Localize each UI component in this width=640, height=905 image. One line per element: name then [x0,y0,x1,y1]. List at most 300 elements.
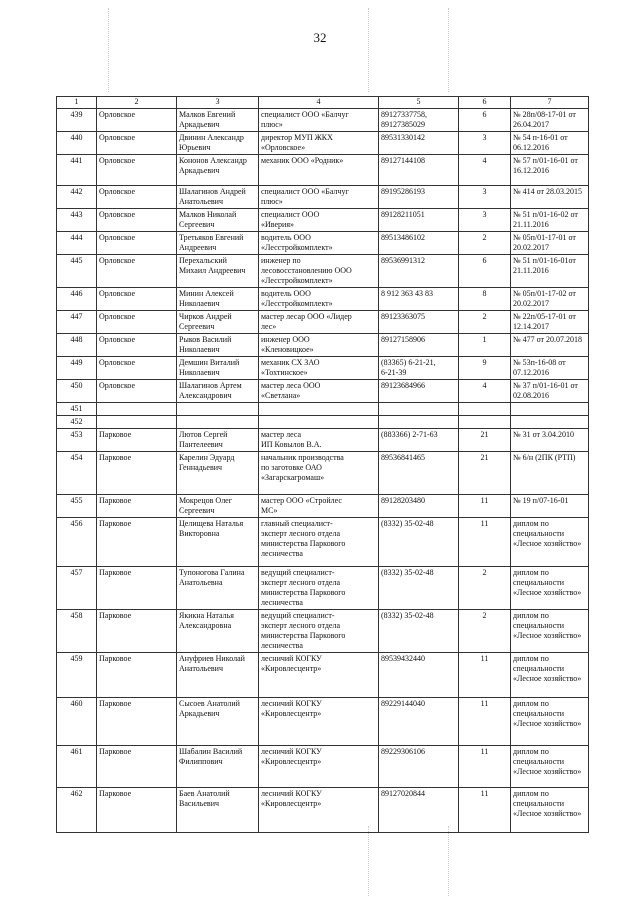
row-number-text: 441 [70,156,83,165]
document-cell [511,416,589,429]
person-name-cell [177,357,259,380]
count-cell [459,109,511,132]
position-cell [259,495,379,518]
phone-cell-text: 89127158906 [381,335,425,344]
table-row [57,452,589,495]
district-cell-text: Орловское [99,210,136,219]
row-number-text: 454 [70,453,83,462]
district-cell-text: Орловское [99,381,136,390]
scan-artifact-line [368,826,369,896]
document-cell-text: диплом по специальности «Лесное хозяйство» [513,747,582,776]
position-cell-text: лесничий КОГКУ «Кировлесцентр» [261,699,322,718]
count-cell-text: 11 [480,747,489,756]
phone-cell-text: 89123684966 [381,381,425,390]
count-cell [459,567,511,610]
row-number-text: 444 [70,233,83,242]
district-cell [97,429,177,452]
person-name-cell [177,495,259,518]
district-cell-text: Орловское [99,156,136,165]
person-name-cell-text: Демшин Виталий Николаевич [179,358,240,377]
document-cell-text: № 6/н (2ПК (РТП) [513,453,576,462]
row-number [57,610,97,653]
phone-cell [379,403,459,416]
row-number-text: 461 [70,747,83,756]
position-cell-text: лесничий КОГКУ «Кировлесцентр» [261,654,322,673]
row-number [57,132,97,155]
person-name-cell-text: Шалагинов Андрей Анатольевич [179,187,246,206]
table-row [57,209,589,232]
scan-artifact-line [448,8,449,92]
row-number-text: 440 [70,133,83,142]
count-cell-text: 8 [482,289,487,298]
person-name-cell-text: Лютов Сергей Пантелеевич [179,430,228,449]
table-row [57,403,589,416]
district-cell-text: Парковое [99,611,132,620]
district-cell-text: Орловское [99,289,136,298]
person-name-cell-text: Третьяков Евгений Андреевич [179,233,244,252]
district-cell [97,311,177,334]
scan-artifact-line [108,8,109,92]
row-number [57,186,97,209]
district-cell-text: Парковое [99,453,132,462]
row-number [57,567,97,610]
position-cell-text: лесничий КОГКУ «Кировлесцентр» [261,789,322,808]
row-number [57,357,97,380]
district-cell [97,610,177,653]
document-cell-text: диплом по специальности «Лесное хозяйство» [513,519,582,548]
person-name-cell-text: Перехальский Михаил Андреевич [179,256,246,275]
count-cell [459,132,511,155]
position-cell [259,518,379,567]
phone-cell-text: 89127020844 [381,789,425,798]
district-cell-text: Парковое [99,496,132,505]
row-number [57,232,97,255]
district-cell-text: Парковое [99,699,132,708]
table-row [57,653,589,698]
district-cell [97,653,177,698]
person-name-cell [177,610,259,653]
document-cell-text: диплом по специальности «Лесное хозяйство» [513,789,582,818]
count-cell-text: 2 [482,611,487,620]
district-cell [97,288,177,311]
row-number [57,416,97,429]
table-row [57,288,589,311]
district-cell [97,232,177,255]
document-cell [511,698,589,746]
document-cell [511,380,589,403]
person-name-cell-text: Малков Николай Сергеевич [179,210,237,229]
table-row [57,380,589,403]
person-name-cell-text: Минин Алексей Николаевич [179,289,234,308]
scan-artifact-line [448,826,449,896]
phone-cell-text: 89128211051 [381,210,425,219]
count-cell-text: 3 [482,210,487,219]
position-cell [259,186,379,209]
count-cell-text: 3 [482,187,487,196]
row-number-text: 449 [70,358,83,367]
position-cell-text: лесничий КОГКУ «Кировлесцентр» [261,747,322,766]
row-number [57,380,97,403]
phone-cell [379,416,459,429]
phone-cell [379,109,459,132]
position-cell [259,288,379,311]
phone-cell [379,746,459,788]
phone-cell-text: 89513486102 [381,233,425,242]
row-number [57,209,97,232]
position-cell-text: ведущий специалист- эксперт лесного отдела министерства Паркового лесничества [261,568,346,607]
document-cell-text: № 28п/08-17-01 от 26.04.2017 [513,110,576,129]
count-cell [459,380,511,403]
phone-cell-text: (883366) 2-71-63 [381,430,438,439]
district-cell-text: Парковое [99,654,132,663]
document-cell [511,788,589,833]
row-number-text: 459 [70,654,83,663]
count-cell [459,653,511,698]
count-cell [459,746,511,788]
row-number-text: 453 [70,430,83,439]
phone-cell-text: 89539432440 [381,654,425,663]
person-name-cell [177,109,259,132]
position-cell [259,311,379,334]
count-cell-text: 4 [482,156,487,165]
district-cell [97,186,177,209]
person-name-cell [177,518,259,567]
row-number [57,311,97,334]
table-row [57,567,589,610]
phone-cell [379,653,459,698]
position-cell [259,429,379,452]
document-cell-text: № 05п/01-17-01 от 20.02.2017 [513,233,576,252]
phone-cell-text: (8332) 35-02-48 [381,568,434,577]
position-cell [259,155,379,186]
document-cell [511,311,589,334]
person-name-cell [177,788,259,833]
person-name-cell [177,311,259,334]
row-number-text: 462 [70,789,83,798]
person-name-cell [177,429,259,452]
table-row [57,232,589,255]
count-cell-text: 11 [480,699,489,708]
position-cell-text: специалист ООО «Балчуг плюс» [261,187,349,206]
document-cell-text: № 31 от 3.04.2010 [513,430,575,439]
position-cell-text: специалист ООО «Иверия» [261,210,320,229]
person-name-cell [177,380,259,403]
table-row [57,698,589,746]
position-cell [259,653,379,698]
district-cell [97,416,177,429]
count-cell [459,610,511,653]
phone-cell-text: 89127337758, 89127385029 [381,110,427,129]
column-header: 3 [177,97,259,109]
row-number-text: 443 [70,210,83,219]
district-cell-text: Орловское [99,133,136,142]
phone-cell-text: 89127144108 [381,156,425,165]
phone-cell-text: 89536841465 [381,453,425,462]
district-cell-text: Парковое [99,789,132,798]
document-cell [511,429,589,452]
position-cell [259,357,379,380]
phone-cell-text: 89123363075 [381,312,425,321]
phone-cell [379,567,459,610]
district-cell [97,255,177,288]
district-cell [97,109,177,132]
document-cell [511,255,589,288]
phone-cell [379,334,459,357]
district-cell [97,334,177,357]
position-cell [259,610,379,653]
person-name-cell-text: Тупоногова Галина Анатольевна [179,568,245,587]
table-body [57,109,589,833]
position-cell-text: механик ООО «Родник» [261,156,344,165]
person-name-cell [177,132,259,155]
phone-cell [379,698,459,746]
phone-cell [379,518,459,567]
document-cell-text: диплом по специальности «Лесное хозяйство» [513,654,582,683]
person-name-cell [177,653,259,698]
table-row [57,788,589,833]
row-number [57,653,97,698]
count-cell [459,788,511,833]
document-cell-text: диплом по специальности «Лесное хозяйство» [513,699,582,728]
phone-cell-text: 89229306106 [381,747,425,756]
row-number-text: 450 [70,381,83,390]
count-cell [459,155,511,186]
table-row [57,311,589,334]
count-cell [459,452,511,495]
phone-cell [379,452,459,495]
document-cell-text: № 477 от 20.07.2018 [513,335,583,344]
row-number [57,698,97,746]
district-cell-text: Орловское [99,110,136,119]
district-cell [97,155,177,186]
phone-cell-text: 8 912 363 43 83 [381,289,433,298]
person-name-cell-text: Двинин Александр Юрьевич [179,133,244,152]
count-cell [459,403,511,416]
person-name-cell-text: Шалагинов Артем Александрович [179,381,242,400]
document-cell [511,452,589,495]
position-cell [259,132,379,155]
district-cell-text: Орловское [99,233,136,242]
table-row [57,357,589,380]
position-cell [259,788,379,833]
district-cell [97,357,177,380]
count-cell-text: 1 [482,335,487,344]
person-name-cell [177,255,259,288]
position-cell [259,380,379,403]
phone-cell [379,788,459,833]
table-row [57,610,589,653]
position-cell-text: мастер ООО «Стройлес МС» [261,496,342,515]
phone-cell [379,429,459,452]
count-cell-text: 21 [480,430,489,439]
row-number [57,255,97,288]
position-cell-text: специалист ООО «Балчуг плюс» [261,110,349,129]
row-number-text: 456 [70,519,83,528]
row-number [57,334,97,357]
count-cell [459,311,511,334]
person-name-cell [177,698,259,746]
document-cell-text: № 57 п/01-16-01 от 16.12.2016 [513,156,578,175]
count-cell-text: 11 [480,654,489,663]
row-number [57,495,97,518]
person-name-cell [177,746,259,788]
person-name-cell-text: Малков Евгений Аркадьевич [179,110,236,129]
phone-cell-text: 89536991312 [381,256,425,265]
district-cell-text: Орловское [99,358,136,367]
phone-cell [379,232,459,255]
position-cell [259,567,379,610]
district-cell-text: Парковое [99,430,132,439]
person-name-cell-text: Якикна Наталья Александровна [179,611,234,630]
table-row [57,334,589,357]
table-row [57,255,589,288]
row-number [57,429,97,452]
document-cell [511,209,589,232]
district-cell [97,452,177,495]
phone-cell [379,155,459,186]
position-cell [259,416,379,429]
phone-cell-text: 89195286193 [381,187,425,196]
row-number-text: 452 [70,417,83,426]
phone-cell [379,255,459,288]
count-cell-text: 11 [480,789,489,798]
count-cell [459,232,511,255]
district-cell-text: Орловское [99,312,136,321]
person-name-cell [177,186,259,209]
table-row [57,109,589,132]
district-cell-text: Орловское [99,335,136,344]
table-row [57,746,589,788]
document-cell-text: № 53п-16-08 от 07.12.2016 [513,358,566,377]
document-cell [511,132,589,155]
phone-cell [379,132,459,155]
position-cell [259,746,379,788]
count-cell [459,334,511,357]
district-cell [97,403,177,416]
row-number [57,403,97,416]
row-number [57,155,97,186]
column-header: 2 [97,97,177,109]
position-cell-text: инженер по лесовосстановлению ООО «Лесстройкомплект» [261,256,352,285]
table-row [57,495,589,518]
count-cell-text: 6 [482,110,487,119]
count-cell [459,255,511,288]
phone-cell-text: 89229144040 [381,699,425,708]
phone-cell-text: 89531330142 [381,133,425,142]
phone-cell [379,186,459,209]
district-cell [97,567,177,610]
phone-cell [379,380,459,403]
column-header: 1 [57,97,97,109]
person-name-cell [177,232,259,255]
position-cell-text: водитель ООО «Лесстройкомплект» [261,289,333,308]
document-cell-text: № 37 п/01-16-01 от 02.08.2016 [513,381,578,400]
position-cell [259,209,379,232]
row-number [57,452,97,495]
count-cell [459,209,511,232]
district-cell [97,495,177,518]
district-cell [97,698,177,746]
person-name-cell [177,209,259,232]
person-name-cell-text: Сысоев Анатолий Аркадьевич [179,699,240,718]
count-cell-text: 11 [480,496,489,505]
row-number [57,518,97,567]
phone-cell-text: 89128203480 [381,496,425,505]
count-cell-text: 2 [482,568,487,577]
position-cell-text: инженер ООО «Кленовицкое» [261,335,314,354]
count-cell [459,429,511,452]
column-header: 5 [379,97,459,109]
phone-cell [379,311,459,334]
row-number-text: 460 [70,699,83,708]
table-row [57,132,589,155]
document-cell-text: № 19 п/07-16-01 [513,496,569,505]
document-cell [511,653,589,698]
table-row [57,416,589,429]
document-cell-text: № 22п/05-17-01 от 12.14.2017 [513,312,576,331]
phone-cell-text: (8332) 35-02-48 [381,519,434,528]
position-cell-text: мастер леса ООО «Светлана» [261,381,321,400]
page-number: 32 [313,30,327,45]
position-cell [259,334,379,357]
document-cell [511,334,589,357]
registry-table [56,96,589,833]
document-cell [511,495,589,518]
district-cell [97,132,177,155]
phone-cell-text: (8332) 35-02-48 [381,611,434,620]
person-name-cell-text: Рыков Василий Николаевич [179,335,232,354]
row-number [57,746,97,788]
count-cell [459,518,511,567]
position-cell-text: директор МУП ЖКХ «Орловское» [261,133,333,152]
row-number-text: 451 [70,404,83,413]
person-name-cell-text: Чирков Андрей Сергеевич [179,312,232,331]
count-cell-text: 3 [482,133,487,142]
row-number-text: 442 [70,187,83,196]
count-cell [459,698,511,746]
person-name-cell [177,334,259,357]
table-row [57,155,589,186]
document-cell [511,518,589,567]
count-cell-text: 9 [482,358,487,367]
document-cell [511,232,589,255]
position-cell-text: мастер лесар ООО «Лидер лес» [261,312,352,331]
phone-cell [379,357,459,380]
column-header: 6 [459,97,511,109]
document-cell [511,357,589,380]
table-row [57,518,589,567]
document-cell [511,567,589,610]
person-name-cell-text: Ануфриев Николай Анатольевич [179,654,245,673]
position-cell-text: ведущий специалист- эксперт лесного отдела министерства Паркового лесничества [261,611,346,650]
district-cell [97,380,177,403]
position-cell [259,255,379,288]
document-cell [511,403,589,416]
document-cell [511,109,589,132]
document-cell [511,155,589,186]
phone-cell [379,288,459,311]
position-cell [259,698,379,746]
phone-cell [379,610,459,653]
position-cell-text: механик СХ ЗАО «Тохтинское» [261,358,320,377]
position-cell-text: главный специалист- эксперт лесного отдела министерства Паркового лесничества [261,519,346,558]
row-number-text: 457 [70,568,83,577]
column-header: 4 [259,97,379,109]
district-cell-text: Орловское [99,187,136,196]
position-cell [259,452,379,495]
document-cell [511,186,589,209]
position-cell-text: начальник производства по заготовке ОАО «Загарскагромаш» [261,453,344,482]
